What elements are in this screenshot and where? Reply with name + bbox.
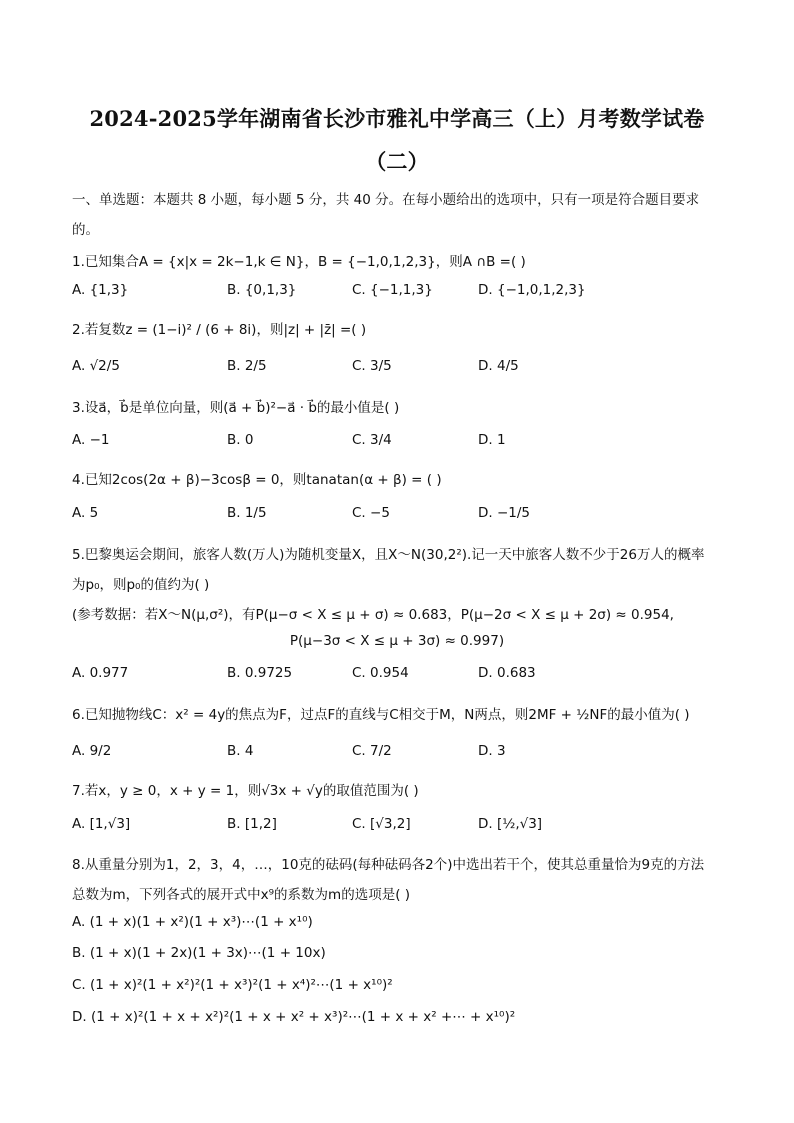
question-8-option-b: B. (1 + x)(1 + 2x)(1 + 3x)⋯(1 + 10x) (72, 945, 326, 961)
question-4-option-a: A. 5 (72, 505, 99, 521)
question-2-option-a: A. √2/5 (72, 358, 120, 374)
question-8-stem-line2: 总数为m，下列各式的展开式中x⁹的系数为m的选项是( ) (72, 887, 411, 903)
question-1-option-c: C. {−1,1,3} (352, 282, 433, 298)
question-8-option-a: A. (1 + x)(1 + x²)(1 + x³)⋯(1 + x¹⁰) (72, 914, 313, 930)
question-2-stem: 2.若复数z = (1−i)² / (6 + 8i)，则|z| + |z̄| =( ) (72, 322, 367, 338)
question-5-option-b: B. 0.9725 (227, 665, 293, 681)
question-3-option-c: C. 3/4 (352, 432, 392, 448)
question-4-option-d: D. −1/5 (478, 505, 531, 521)
question-2-option-c: C. 3/5 (352, 358, 392, 374)
question-5-option-c: C. 0.954 (352, 665, 409, 681)
exam-title-line1: 2024-2025学年湖南省长沙市雅礼中学高三（上）月考数学试卷 (89, 106, 705, 131)
question-1-option-a: A. {1,3} (72, 282, 129, 298)
question-7-option-a: A. [1,√3] (72, 816, 131, 832)
question-6-stem: 6.已知抛物线C：x² = 4y的焦点为F，过点F的直线与C相交于M，N两点，则2MF + ½NF的最小值为( ) (72, 707, 690, 723)
question-5-option-a: A. 0.977 (72, 665, 129, 681)
question-7-stem: 7.若x，y ≥ 0，x + y = 1，则√3x + √y的取值范围为( ) (72, 783, 419, 799)
question-5-option-d: D. 0.683 (478, 665, 536, 681)
question-4-option-c: C. −5 (352, 505, 390, 521)
question-6-option-c: C. 7/2 (352, 743, 392, 759)
question-5-reference-line2: P(μ−3σ < X ≤ μ + 3σ) ≈ 0.997) (289, 633, 505, 649)
question-3-option-d: D. 1 (478, 432, 506, 448)
question-6-option-b: B. 4 (227, 743, 254, 759)
question-2-option-b: B. 2/5 (227, 358, 267, 374)
question-6-option-a: A. 9/2 (72, 743, 112, 759)
question-4-option-b: B. 1/5 (227, 505, 267, 521)
question-5-reference-line1: (参考数据：若X～N(μ,σ²)，有P(μ−σ < X ≤ μ + σ) ≈ 0.683，P(μ−2σ < X ≤ μ + 2σ) ≈ 0.954, (72, 607, 674, 623)
question-7-option-d: D. [½,√3] (478, 816, 543, 832)
question-4-stem: 4.已知2cos(2α + β)−3cosβ = 0，则tanatan(α + β) = ( ) (72, 472, 442, 488)
question-7-option-c: C. [√3,2] (352, 816, 411, 832)
exam-title-line2: （二） (365, 149, 429, 174)
question-1-option-b: B. {0,1,3} (227, 282, 297, 298)
question-8-stem-line1: 8.从重量分别为1，2，3，4，…，10克的砝码(每种砝码各2个)中选出若干个，使其总重量恰为9克的方法 (72, 857, 705, 873)
question-3-option-a: A. −1 (72, 432, 110, 448)
question-3-stem: 3.设a⃗，b⃗是单位向量，则(a⃗ + b⃗)²−a⃗ · b⃗的最小值是( ) (72, 400, 400, 416)
question-3-option-b: B. 0 (227, 432, 254, 448)
question-7-option-b: B. [1,2] (227, 816, 277, 832)
section-instructions-line1: 一、单选题：本题共 8 小题，每小题 5 分，共 40 分。在每小题给出的选项中，只有一项是符合题目要求 (72, 192, 700, 208)
question-5-stem-line1: 5.巴黎奥运会期间，旅客人数(万人)为随机变量X，且X～N(30,2²).记一天中旅客人数不少于26万人的概率 (72, 547, 705, 563)
question-6-option-d: D. 3 (478, 743, 506, 759)
section-instructions-line2: 的。 (72, 222, 99, 238)
question-1-stem: 1.已知集合A = {x|x = 2k−1,k ∈ N}，B = {−1,0,1,2,3}，则A ∩B =( ) (72, 254, 526, 270)
question-8-option-d: D. (1 + x)²(1 + x + x²)²(1 + x + x² + x³)²⋯(1 + x + x² +⋯ + x¹⁰)² (72, 1009, 516, 1025)
question-2-option-d: D. 4/5 (478, 358, 519, 374)
question-1-option-d: D. {−1,0,1,2,3} (478, 282, 586, 298)
question-8-option-c: C. (1 + x)²(1 + x²)²(1 + x³)²(1 + x⁴)²⋯(1 + x¹⁰)² (72, 977, 393, 993)
question-5-stem-line2: 为p₀，则p₀的值约为( ) (72, 577, 210, 593)
